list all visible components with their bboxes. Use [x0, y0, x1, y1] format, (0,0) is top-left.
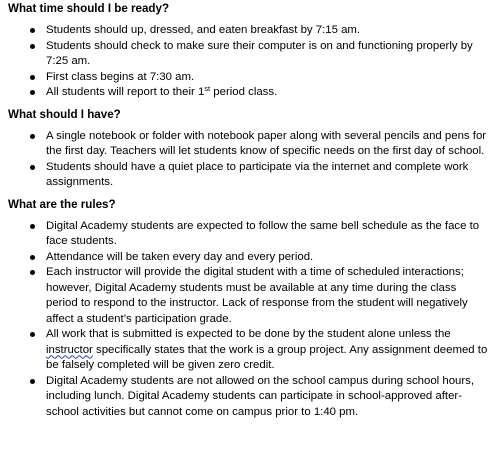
list-item: Students should have a quiet place to participate via the internet and complete work assignments. [8, 160, 500, 191]
bullet-list-ready-time [8, 23, 500, 101]
list-item: A single notebook or folder with notebook paper along with several pencils and pens for the first day. Teachers will let students know of specific needs on the first day of school. [8, 129, 500, 160]
bullet-list-rules [8, 219, 500, 421]
bullet-icon [30, 165, 35, 170]
list-item: Digital Academy students are not allowed on the school campus during school hours, including lunch. Digital Academy students can participate in school-approved after-school activities but cannot come on campus prior to 1:40 pm. [8, 374, 500, 421]
list-item: Students should check to make sure their computer is on and functioning properly by 7:25 am. [8, 39, 500, 70]
bullet-icon [30, 224, 35, 229]
list-item: Each instructor will provide the digital student with a time of scheduled interactions; however, Digital Academy students must be available at any time during the class period to respond to the instructor. Lack of response from the student will negatively affect a student’s participation grade. [8, 265, 500, 327]
heading-supplies: What should I have? [8, 107, 121, 121]
heading-rules: What are the rules? [8, 197, 116, 211]
bullet-icon [30, 44, 35, 49]
list-item: Digital Academy students are expected to follow the same bell schedule as the face to face students. [8, 219, 500, 250]
bullet-icon [30, 28, 35, 33]
ordinal-superscript: st [204, 84, 211, 93]
list-item: Students should up, dressed, and eaten breakfast by 7:15 am. [8, 23, 500, 39]
list-item: All students will report to their 1st period class. [8, 85, 500, 101]
bullet-icon [30, 255, 35, 260]
list-item: First class begins at 7:30 am. [8, 70, 500, 86]
bullet-icon [30, 90, 35, 95]
bullet-icon [30, 332, 35, 337]
list-item: Attendance will be taken every day and every period. [8, 250, 500, 266]
section-ready-time [8, 1, 500, 101]
section-rules [8, 197, 500, 421]
bullet-icon [30, 270, 35, 275]
list-item: All work that is submitted is expected to be done by the student alone unless the instructor specifically states that the work is a group project. Any assignment deemed to be falsely completed will be given zero credit. [8, 327, 500, 374]
bullet-icon [30, 75, 35, 80]
bullet-icon [30, 134, 35, 139]
bullet-list-supplies [8, 129, 500, 191]
section-supplies [8, 107, 500, 191]
spellcheck-flagged-word: instructor [46, 343, 93, 356]
bullet-icon [30, 379, 35, 384]
heading-ready-time: What time should I be ready? [8, 2, 170, 15]
